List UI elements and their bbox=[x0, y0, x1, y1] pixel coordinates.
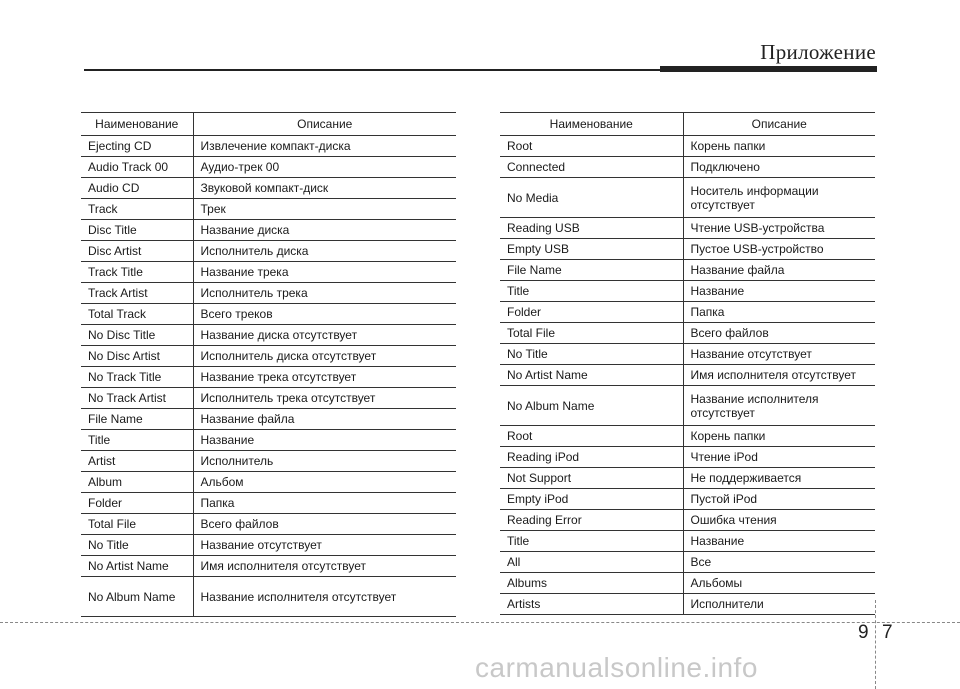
table-row bbox=[500, 239, 875, 260]
table-row bbox=[81, 157, 456, 178]
cell-description: Носитель информации отсутствует bbox=[683, 178, 875, 218]
cell-description: Звуковой компакт-диск bbox=[193, 178, 456, 199]
table-row bbox=[81, 472, 456, 493]
cell-name: Audio CD bbox=[81, 178, 193, 199]
table-row bbox=[81, 304, 456, 325]
table-row bbox=[81, 577, 456, 617]
table-row bbox=[500, 573, 875, 594]
footer-vertical-dashed-rule bbox=[875, 600, 876, 689]
header-rule-thin bbox=[84, 69, 660, 71]
cell-name: Track bbox=[81, 199, 193, 220]
cell-name: Empty USB bbox=[500, 239, 683, 260]
cell-description: Альбомы bbox=[683, 573, 875, 594]
cell-name: File Name bbox=[81, 409, 193, 430]
cell-name: Root bbox=[500, 426, 683, 447]
table-header-row bbox=[81, 113, 456, 136]
cell-description: Название файла bbox=[683, 260, 875, 281]
table-row bbox=[81, 535, 456, 556]
cell-description: Все bbox=[683, 552, 875, 573]
cell-description: Альбом bbox=[193, 472, 456, 493]
cell-description: Название исполнителя отсутствует bbox=[193, 577, 456, 617]
table-row bbox=[81, 283, 456, 304]
table-row bbox=[500, 510, 875, 531]
cell-name: Total Track bbox=[81, 304, 193, 325]
table-row bbox=[500, 531, 875, 552]
table-row bbox=[500, 218, 875, 239]
cell-description: Чтение USB-устройства bbox=[683, 218, 875, 239]
cell-description: Название диска отсутствует bbox=[193, 325, 456, 346]
table-row bbox=[500, 260, 875, 281]
column-header-description: Описание bbox=[193, 113, 456, 136]
table-row bbox=[81, 409, 456, 430]
table-row bbox=[500, 323, 875, 344]
cell-description: Аудио-трек 00 bbox=[193, 157, 456, 178]
cell-description: Название отсутствует bbox=[683, 344, 875, 365]
cell-name: Title bbox=[81, 430, 193, 451]
cell-description: Подключено bbox=[683, 157, 875, 178]
cell-description: Всего файлов bbox=[683, 323, 875, 344]
watermark-text: carmanualsonline.info bbox=[475, 652, 758, 683]
cell-description: Исполнитель bbox=[193, 451, 456, 472]
cell-name: Album bbox=[81, 472, 193, 493]
cell-description: Всего файлов bbox=[193, 514, 456, 535]
table-row bbox=[500, 426, 875, 447]
cell-name: Albums bbox=[500, 573, 683, 594]
cell-name: Not Support bbox=[500, 468, 683, 489]
cell-description: Пустое USB-устройство bbox=[683, 239, 875, 260]
cell-name: Title bbox=[500, 531, 683, 552]
cell-name: Artist bbox=[81, 451, 193, 472]
table-row bbox=[81, 493, 456, 514]
cell-description: Извлечение компакт-диска bbox=[193, 136, 456, 157]
cell-description: Название трека bbox=[193, 262, 456, 283]
table-row bbox=[500, 344, 875, 365]
cell-description: Всего треков bbox=[193, 304, 456, 325]
cell-description: Корень папки bbox=[683, 136, 875, 157]
cell-name: No Title bbox=[81, 535, 193, 556]
page-number: 7 bbox=[882, 622, 893, 643]
table-row bbox=[500, 281, 875, 302]
cell-description: Исполнитель диска отсутствует bbox=[193, 346, 456, 367]
table-row bbox=[500, 302, 875, 323]
cell-description: Имя исполнителя отсутствует bbox=[193, 556, 456, 577]
cell-name: Reading iPod bbox=[500, 447, 683, 468]
cell-description: Название исполнителя отсутствует bbox=[683, 386, 875, 426]
table-row bbox=[81, 220, 456, 241]
cell-name: No Media bbox=[500, 178, 683, 218]
cell-name: Empty iPod bbox=[500, 489, 683, 510]
cell-name: Total File bbox=[500, 323, 683, 344]
cell-description: Папка bbox=[683, 302, 875, 323]
cell-name: Total File bbox=[81, 514, 193, 535]
cell-description: Имя исполнителя отсутствует bbox=[683, 365, 875, 386]
left-message-table bbox=[81, 112, 456, 617]
table-header-row bbox=[500, 113, 875, 136]
cell-description: Название bbox=[193, 430, 456, 451]
cell-name: No Track Title bbox=[81, 367, 193, 388]
page-section-number: 9 bbox=[858, 622, 869, 643]
cell-name: No Artist Name bbox=[81, 556, 193, 577]
table-row bbox=[500, 386, 875, 426]
cell-name: All bbox=[500, 552, 683, 573]
table-row bbox=[81, 388, 456, 409]
table-row bbox=[81, 430, 456, 451]
cell-name: Audio Track 00 bbox=[81, 157, 193, 178]
table-row bbox=[81, 451, 456, 472]
table-row bbox=[81, 136, 456, 157]
cell-name: Track Artist bbox=[81, 283, 193, 304]
header-rule-thick bbox=[660, 66, 877, 72]
cell-name: Disc Artist bbox=[81, 241, 193, 262]
cell-description: Ошибка чтения bbox=[683, 510, 875, 531]
table-row bbox=[500, 365, 875, 386]
cell-name: Title bbox=[500, 281, 683, 302]
cell-description: Корень папки bbox=[683, 426, 875, 447]
table-row bbox=[81, 514, 456, 535]
cell-description: Чтение iPod bbox=[683, 447, 875, 468]
cell-name: Root bbox=[500, 136, 683, 157]
cell-name: No Artist Name bbox=[500, 365, 683, 386]
table-row bbox=[500, 468, 875, 489]
cell-name: Folder bbox=[81, 493, 193, 514]
cell-name: Reading Error bbox=[500, 510, 683, 531]
cell-description: Название трека отсутствует bbox=[193, 367, 456, 388]
cell-name: Ejecting CD bbox=[81, 136, 193, 157]
cell-name: Artists bbox=[500, 594, 683, 615]
cell-name: No Title bbox=[500, 344, 683, 365]
column-header-name: Наименование bbox=[81, 113, 193, 136]
column-header-description: Описание bbox=[683, 113, 875, 136]
cell-description: Название файла bbox=[193, 409, 456, 430]
cell-description: Исполнители bbox=[683, 594, 875, 615]
cell-description: Не поддерживается bbox=[683, 468, 875, 489]
cell-name: Track Title bbox=[81, 262, 193, 283]
cell-name: Disc Title bbox=[81, 220, 193, 241]
page-header-title: Приложение bbox=[760, 40, 876, 64]
footer-dashed-rule bbox=[0, 622, 960, 623]
table-row bbox=[81, 199, 456, 220]
table-row bbox=[81, 367, 456, 388]
table-row bbox=[500, 157, 875, 178]
cell-name: No Disc Artist bbox=[81, 346, 193, 367]
cell-name: File Name bbox=[500, 260, 683, 281]
table-row bbox=[500, 489, 875, 510]
cell-description: Пустой iPod bbox=[683, 489, 875, 510]
cell-description: Трек bbox=[193, 199, 456, 220]
cell-name: No Track Artist bbox=[81, 388, 193, 409]
cell-description: Название bbox=[683, 531, 875, 552]
table-row bbox=[81, 178, 456, 199]
cell-name: Folder bbox=[500, 302, 683, 323]
table-row bbox=[500, 178, 875, 218]
table-row bbox=[81, 325, 456, 346]
cell-description: Название отсутствует bbox=[193, 535, 456, 556]
cell-name: No Album Name bbox=[500, 386, 683, 426]
table-row bbox=[81, 262, 456, 283]
table-row bbox=[81, 346, 456, 367]
cell-description: Название диска bbox=[193, 220, 456, 241]
table-row bbox=[500, 447, 875, 468]
cell-description: Исполнитель диска bbox=[193, 241, 456, 262]
cell-description: Исполнитель трека bbox=[193, 283, 456, 304]
cell-name: Reading USB bbox=[500, 218, 683, 239]
table-row bbox=[500, 552, 875, 573]
column-header-name: Наименование bbox=[500, 113, 683, 136]
cell-name: No Disc Title bbox=[81, 325, 193, 346]
cell-name: Connected bbox=[500, 157, 683, 178]
cell-description: Исполнитель трека отсутствует bbox=[193, 388, 456, 409]
cell-description: Название bbox=[683, 281, 875, 302]
cell-name: No Album Name bbox=[81, 577, 193, 617]
table-row bbox=[81, 556, 456, 577]
table-row bbox=[500, 594, 875, 615]
table-row bbox=[81, 241, 456, 262]
cell-description: Папка bbox=[193, 493, 456, 514]
right-message-table bbox=[500, 112, 875, 615]
table-row bbox=[500, 136, 875, 157]
